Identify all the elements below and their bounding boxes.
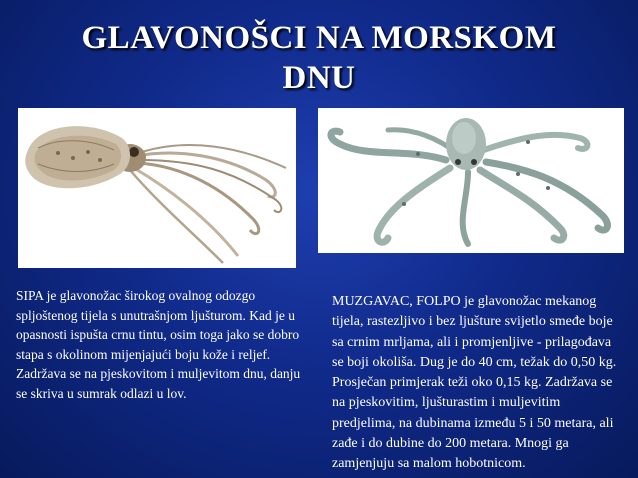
octopus-image — [318, 108, 624, 253]
slide-title-line-1: GLAVONOŠCI NA MORSKOM — [81, 20, 557, 56]
octopus-description: MUZGAVAC, FOLPO je glavonožac mekanog tijela, rastezljivo i bez ljušture svijetlo smeđe boje sa crnim mrljama, ali i promjenljive - prilagođava se boji okoliša. Dug je do 40 cm, težak do 0,50 kg. Prosječan primjerak teži oko 0,15 kg. Zadržava se na pjeskovitim, ljušturastim i muljevitim predjelima, na dubinama između 5 i 50 metara, ali zađe i do dubine do 200 metara. Mnogi ga zamjenjuju sa malom hobotnicom. — [332, 294, 617, 472]
cuttlefish-description: SIPA je glavonožac širokog ovalnog odozgo spljoštenog tijela s unutrašnjom ljušturom. Kad je u opasnosti ispušta crnu tintu, osim toga jako se dobro stapa s okolinom mijenjajući boju kože i reljef. Zadržava se na pjeskovitom i muljevitom dnu, danju se skriva u sumrak odlazi u lov. — [16, 288, 301, 401]
slide-title — [40, 18, 598, 98]
cuttlefish-image — [18, 108, 296, 268]
slide-title-line-2: DNU — [282, 60, 356, 96]
